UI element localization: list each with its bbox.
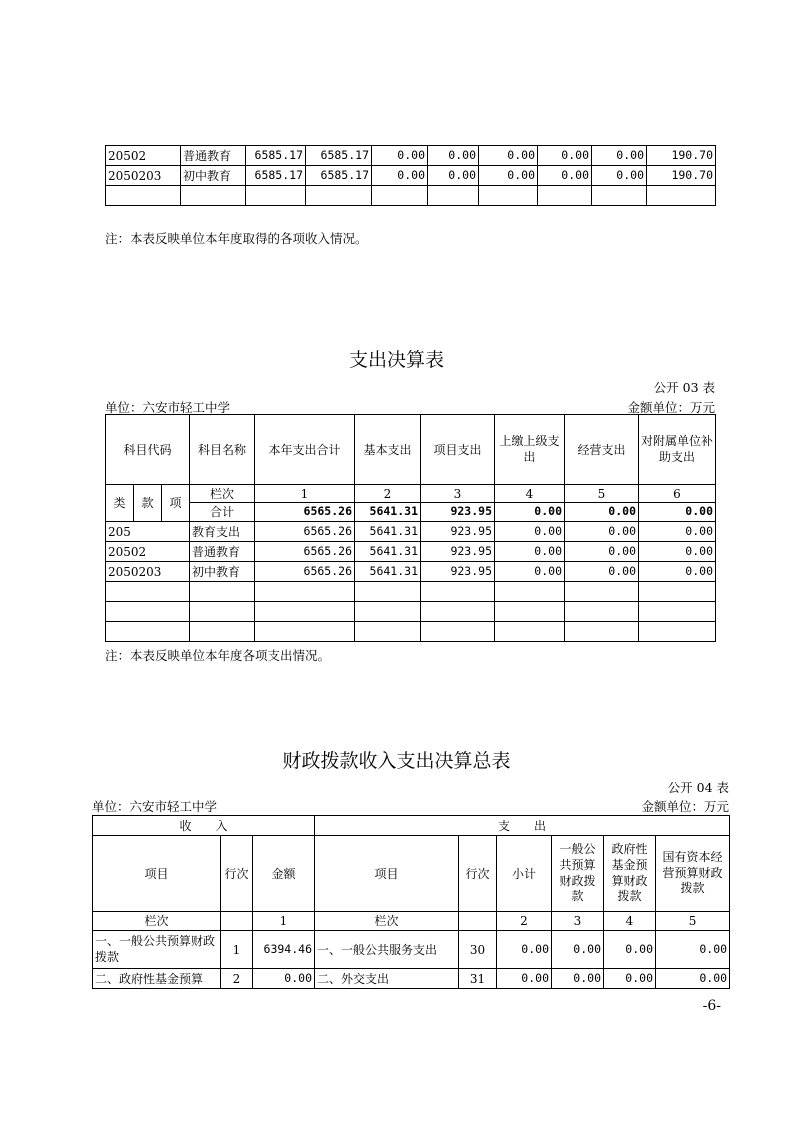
- expense-header: 支 出: [315, 816, 730, 836]
- header-row-no: 行次: [459, 836, 497, 912]
- table-cell: [181, 186, 246, 206]
- table-row: [106, 522, 716, 542]
- table-cell: 普通教育: [181, 146, 246, 166]
- expense-value: 0.00: [656, 969, 730, 989]
- expense-table-body: [106, 522, 716, 642]
- table-cell: 0.00: [495, 542, 565, 562]
- expense-row-no: 30: [459, 931, 497, 969]
- table-cell: 0.00: [538, 146, 592, 166]
- table-cell: [106, 186, 181, 206]
- table-cell: 6565.26: [255, 562, 355, 582]
- table-cell: [306, 186, 372, 206]
- table-row: [106, 166, 716, 186]
- table-cell: 0.00: [565, 562, 639, 582]
- table-cell: [421, 602, 495, 622]
- header-amount: 金额: [253, 836, 315, 912]
- header-name: 科目名称: [190, 415, 255, 485]
- header-project: 项目支出: [421, 415, 495, 485]
- fiscal-table: [92, 815, 730, 989]
- sum-value: 0.00: [565, 503, 639, 522]
- header-basic: 基本支出: [355, 415, 421, 485]
- table-cell: [421, 582, 495, 602]
- table-cell: 6565.26: [255, 542, 355, 562]
- table-cell: [255, 582, 355, 602]
- expense-value: 0.00: [497, 969, 552, 989]
- table-cell: 6585.17: [246, 166, 306, 186]
- income-header: 收 入: [93, 816, 315, 836]
- table-cell: 0.00: [428, 146, 479, 166]
- header-general: 一般公共预算财政拨款: [552, 836, 604, 912]
- table-cell: 5641.31: [355, 562, 421, 582]
- expense-table: [105, 414, 716, 642]
- table-cell: [647, 186, 716, 206]
- table-cell: [106, 582, 190, 602]
- table-cell: [255, 622, 355, 642]
- table-cell: 205: [106, 522, 190, 542]
- expense-table-title: 支出决算表: [348, 349, 444, 371]
- expense-value: 0.00: [604, 931, 656, 969]
- table-cell: [495, 622, 565, 642]
- table-cell: 普通教育: [190, 542, 255, 562]
- expense-value: 0.00: [552, 931, 604, 969]
- table-cell: [479, 186, 538, 206]
- fiscal-unit: 单位：六安市轻工中学: [92, 799, 218, 814]
- expense-item: 二、外交支出: [315, 969, 459, 989]
- table-cell: 6565.26: [255, 522, 355, 542]
- table-cell: [355, 602, 421, 622]
- table-cell: 0.00: [565, 522, 639, 542]
- table-cell: [639, 622, 716, 642]
- column-num: 5: [565, 485, 639, 503]
- table-cell: 190.70: [647, 166, 716, 186]
- income-note: 注：本表反映单位本年度取得的各项收入情况。: [105, 231, 368, 246]
- income-item: 二、政府性基金预算: [93, 969, 221, 989]
- table-cell: 0.00: [639, 522, 716, 542]
- table-cell: 5641.31: [355, 522, 421, 542]
- table-cell: [246, 186, 306, 206]
- table-cell: 0.00: [592, 146, 647, 166]
- sum-value: 5641.31: [355, 503, 421, 522]
- column-num: 3: [552, 912, 604, 931]
- table-row: [106, 582, 716, 602]
- header-subtotal: 小计: [497, 836, 552, 912]
- sum-value: 0.00: [639, 503, 716, 522]
- income-table-tail: [105, 145, 716, 206]
- table-cell: [372, 186, 428, 206]
- income-row-no: 2: [221, 969, 253, 989]
- table-cell: [495, 602, 565, 622]
- header-upper: 上缴上级支出: [495, 415, 565, 485]
- table-cell: [565, 582, 639, 602]
- table-cell: 0.00: [479, 166, 538, 186]
- table-cell: [592, 186, 647, 206]
- income-item: 一、一般公共预算财政拨款: [93, 931, 221, 969]
- expense-value: 0.00: [552, 969, 604, 989]
- header-row-no: 行次: [221, 836, 253, 912]
- empty-cell: [459, 912, 497, 931]
- page-number: -6-: [702, 998, 721, 1014]
- column-num: 4: [495, 485, 565, 503]
- table-cell: 5641.31: [355, 542, 421, 562]
- fiscal-money-unit: 金额单位：万元: [641, 799, 729, 814]
- column-num: 5: [656, 912, 730, 931]
- fiscal-table-title: 财政拨款收入支出决算总表: [282, 750, 511, 772]
- table-cell: [565, 622, 639, 642]
- header-kuan: 款: [134, 485, 162, 522]
- table-cell: [421, 622, 495, 642]
- sum-value: 6565.26: [255, 503, 355, 522]
- table-cell: 923.95: [421, 562, 495, 582]
- table-cell: 初中教育: [181, 166, 246, 186]
- expense-value: 0.00: [604, 969, 656, 989]
- sum-value: 0.00: [495, 503, 565, 522]
- table-row: [106, 542, 716, 562]
- table-cell: 6585.17: [306, 166, 372, 186]
- expense-table-code: 公开 03 表: [653, 380, 715, 395]
- table-cell: 20502: [106, 146, 181, 166]
- table-cell: [190, 602, 255, 622]
- column-num: 6: [639, 485, 716, 503]
- header-business: 经营支出: [565, 415, 639, 485]
- header-fund: 政府性基金预算财政拨款: [604, 836, 656, 912]
- table-cell: 0.00: [372, 146, 428, 166]
- column-num: 4: [604, 912, 656, 931]
- column-num: 2: [355, 485, 421, 503]
- header-lei: 类: [106, 485, 134, 522]
- income-table-body: [106, 146, 716, 206]
- expense-value: 0.00: [656, 931, 730, 969]
- expense-value: 0.00: [497, 931, 552, 969]
- table-cell: 2050203: [106, 562, 190, 582]
- table-cell: [255, 602, 355, 622]
- income-amount: 6394.46: [253, 931, 315, 969]
- column-label: 栏次: [315, 912, 459, 931]
- column-num: 1: [255, 485, 355, 503]
- table-cell: [538, 186, 592, 206]
- table-row: [106, 602, 716, 622]
- table-cell: [428, 186, 479, 206]
- table-row: [106, 622, 716, 642]
- table-cell: 6585.17: [306, 146, 372, 166]
- table-cell: 0.00: [639, 542, 716, 562]
- column-label: 栏次: [190, 485, 255, 503]
- empty-cell: [221, 912, 253, 931]
- fiscal-table-code: 公开 04 表: [667, 780, 729, 795]
- table-cell: [639, 582, 716, 602]
- table-cell: [190, 622, 255, 642]
- column-num: 2: [497, 912, 552, 931]
- column-num: 3: [421, 485, 495, 503]
- table-cell: 0.00: [428, 166, 479, 186]
- header-state: 国有资本经营预算财政拨款: [656, 836, 730, 912]
- expense-note: 注：本表反映单位本年度各项支出情况。: [105, 648, 331, 663]
- table-cell: 0.00: [495, 562, 565, 582]
- table-cell: 923.95: [421, 522, 495, 542]
- header-code: 科目代码: [106, 415, 190, 485]
- expense-row-no: 31: [459, 969, 497, 989]
- expense-item: 一、一般公共服务支出: [315, 931, 459, 969]
- column-label: 栏次: [93, 912, 221, 931]
- table-row: [106, 562, 716, 582]
- table-cell: [565, 602, 639, 622]
- income-row-no: 1: [221, 931, 253, 969]
- expense-money-unit: 金额单位：万元: [627, 400, 715, 415]
- table-cell: [190, 582, 255, 602]
- table-cell: [106, 602, 190, 622]
- header-subsidiary: 对附属单位补助支出: [639, 415, 716, 485]
- table-cell: 教育支出: [190, 522, 255, 542]
- sum-label: 合计: [190, 503, 255, 522]
- header-item: 项目: [315, 836, 459, 912]
- sum-value: 923.95: [421, 503, 495, 522]
- table-cell: 190.70: [647, 146, 716, 166]
- table-cell: 2050203: [106, 166, 181, 186]
- table-row: [106, 186, 716, 206]
- table-cell: 0.00: [565, 542, 639, 562]
- table-cell: 初中教育: [190, 562, 255, 582]
- header-total: 本年支出合计: [255, 415, 355, 485]
- table-cell: [355, 622, 421, 642]
- header-item: 项目: [93, 836, 221, 912]
- table-cell: 0.00: [495, 522, 565, 542]
- table-cell: 0.00: [372, 166, 428, 186]
- expense-unit: 单位：六安市轻工中学: [105, 400, 231, 415]
- table-cell: [355, 582, 421, 602]
- header-xiang: 项: [162, 485, 190, 522]
- table-cell: [106, 622, 190, 642]
- table-cell: 923.95: [421, 542, 495, 562]
- table-cell: 0.00: [592, 166, 647, 186]
- table-cell: 20502: [106, 542, 190, 562]
- table-cell: 0.00: [639, 562, 716, 582]
- table-cell: 6585.17: [246, 146, 306, 166]
- column-num: 1: [253, 912, 315, 931]
- income-amount: 0.00: [253, 969, 315, 989]
- table-cell: 0.00: [538, 166, 592, 186]
- table-cell: 0.00: [479, 146, 538, 166]
- table-cell: [639, 602, 716, 622]
- table-row: [106, 146, 716, 166]
- table-cell: [495, 582, 565, 602]
